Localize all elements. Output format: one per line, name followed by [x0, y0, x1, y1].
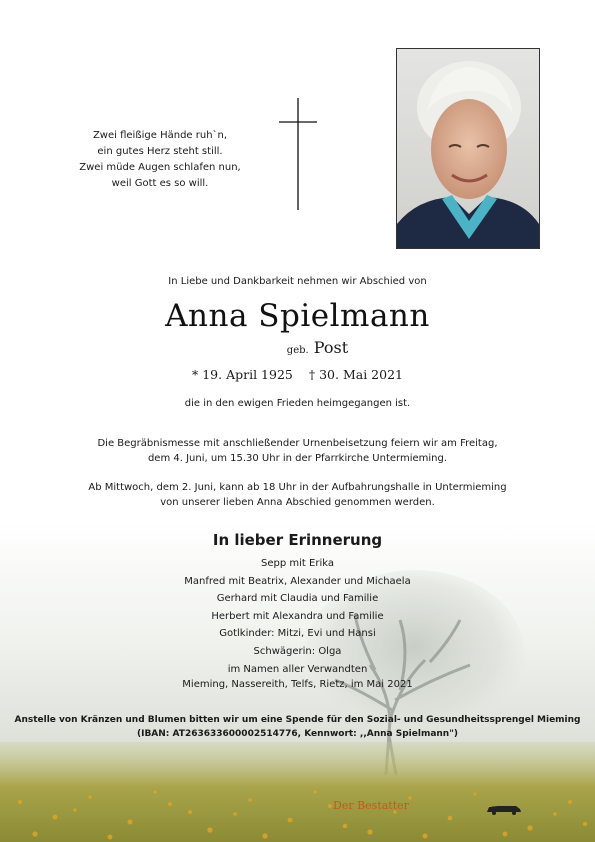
deceased-name: Anna Spielmann: [165, 298, 430, 334]
service-line: Die Begräbnismesse mit anschließender Urnenbeisetzung feiern wir am Freitag,: [97, 438, 498, 449]
family-member: Herbert mit Alexandra und Familie: [211, 610, 384, 622]
poem-line: ein gutes Herz steht still.: [97, 146, 223, 157]
service-line: dem 4. Juni, um 15.30 Uhr in der Pfarrkirche Untermieming.: [147, 453, 448, 464]
cross-icon: [279, 98, 317, 210]
life-dates: [0, 367, 595, 382]
meadow-image: [0, 742, 595, 842]
hearse-icon: [486, 803, 522, 815]
funeral-home-brand: Der Bestatter: [333, 799, 409, 812]
family-member: Manfred mit Beatrix, Alexander und Michaela: [184, 575, 411, 587]
family-member: im Namen aller Verwandten: [227, 663, 368, 675]
poem: [60, 128, 260, 192]
farewell-line: von unserer lieben Anna Abschied genommen werden.: [160, 497, 435, 508]
death-date: † 30. Mai 2021: [308, 367, 403, 382]
place-date: Mieming, Nassereith, Telfs, Rietz, im Mai 2021: [182, 679, 413, 690]
request-line: (IBAN: AT263633600002514776, Kennwort: ,,Anna Spielmann"): [136, 729, 459, 739]
farewell-line: Ab Mittwoch, dem 2. Juni, kann ab 18 Uhr in der Aufbahrungshalle in Untermieming: [88, 482, 507, 493]
request-line: Anstelle von Kränzen und Blumen bitten wir um eine Spende für den Sozial- und Gesundheitssprengel Mieming: [14, 715, 581, 725]
maiden-name: [0, 338, 595, 357]
poem-line: Zwei fleißige Hände ruh`n,: [92, 130, 228, 141]
farewell-info: [0, 480, 595, 510]
passed-text: die in den ewigen Frieden heimgegangen ist.: [184, 398, 411, 409]
maiden-surname: Post: [313, 338, 349, 357]
donation-request: [0, 713, 595, 741]
family-member: Gotlkinder: Mitzi, Evi und Hansi: [219, 628, 376, 640]
family-list: [0, 555, 595, 678]
family-member: Sepp mit Erika: [261, 558, 334, 569]
memory-title: In lieber Erinnerung: [212, 531, 383, 549]
poem-line: Zwei müde Augen schlafen nun,: [79, 162, 241, 173]
service-info: [0, 436, 595, 466]
birth-date: * 19. April 1925: [192, 367, 293, 382]
family-member: Schwägerin: Olga: [253, 645, 342, 657]
family-member: Gerhard mit Claudia und Familie: [216, 593, 379, 605]
poem-line: weil Gott es so will.: [111, 178, 209, 189]
maiden-prefix: geb.: [286, 345, 309, 356]
portrait-photo: [396, 48, 540, 249]
funeral-home-logo: [333, 799, 453, 819]
intro-text: In Liebe und Dankbarkeit nehmen wir Abschied von: [168, 276, 427, 287]
